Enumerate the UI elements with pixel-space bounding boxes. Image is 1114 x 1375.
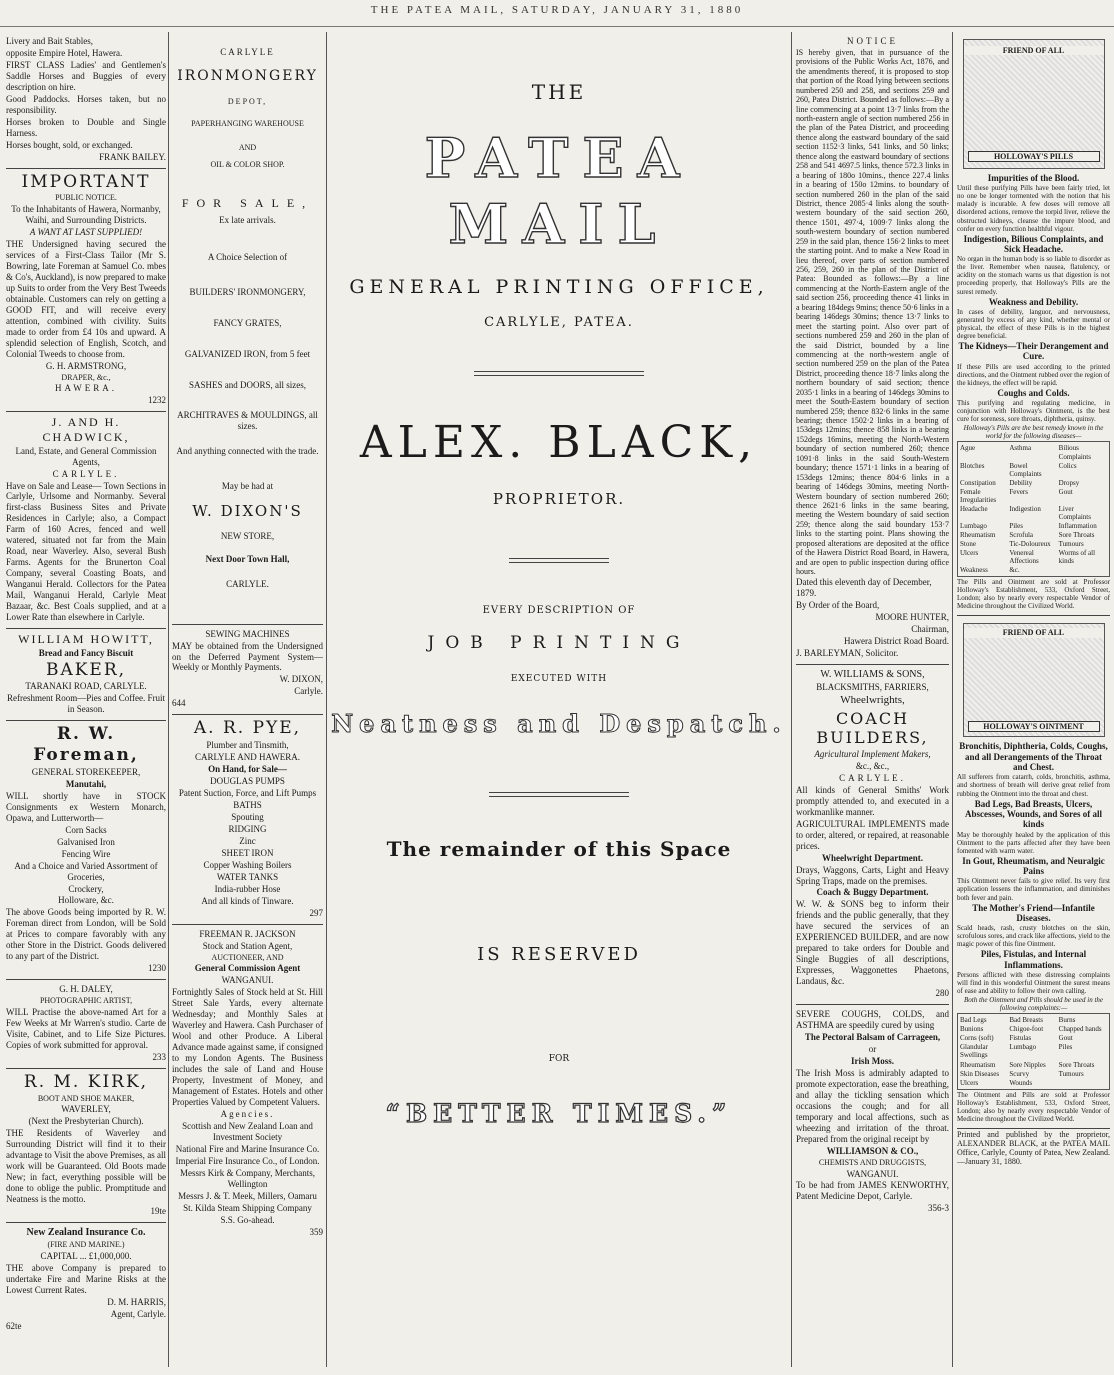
insurance-number: 62te — [6, 1320, 22, 1331]
dixon-town: CARLYLE. — [226, 578, 269, 589]
dixon-anything: And anything connected with the trade. — [176, 446, 319, 457]
dixon-newstore: NEW STORE, — [220, 530, 275, 541]
foreman-number: 1230 — [148, 963, 166, 974]
kirk-title: R. M. KIRK, — [23, 1071, 149, 1092]
agency-item: National Fire and Marine Insurance Co. — [175, 1143, 320, 1154]
williams-agri: Agricultural Implement Makers, — [814, 748, 931, 759]
williamson-name: WILLIAMSON & CO., — [826, 1145, 919, 1156]
column-rule — [791, 32, 792, 1367]
pye-item: RIDGING — [228, 823, 267, 834]
tailor-body: THE Undersigned having secured the services of a First-Class Tailor (Mr S. Bowring, late Foreman at Samuel Co. mbes & Co's, Auckland), is now prepared to make up Suits to order from the Very Best Tweeds obtainable. Customers can rely on getting a GOOD FIT, and will receive every attention, combined with civility. Suits made to order from £4 10s and upward. A splendid selection of English, Scotch, and Colonial Tweeds to choose from. — [6, 239, 166, 359]
printing-proprietor: PROPRIETOR. — [492, 489, 626, 508]
pye-item: BATHS — [233, 799, 262, 810]
disease-cell: Fevers — [1009, 487, 1028, 496]
printing-place: CARLYLE, PATEA. — [484, 315, 634, 331]
insurance-title: New Zealand Insurance Co. — [26, 1226, 146, 1238]
daley-ad — [6, 980, 166, 1069]
complaint-cell: Chapped hands — [1058, 1025, 1102, 1034]
notice-chair: MOORE HUNTER, — [875, 612, 949, 623]
stables-line: Good Paddocks. Horses taken, but no responsibility. — [6, 93, 166, 115]
dixon-paper: PAPERHANGING WAREHOUSE — [191, 118, 304, 128]
disease-cell: Piles — [1009, 521, 1023, 530]
printing-better-times: “BETTER TIMES.” — [385, 1098, 733, 1128]
foreman-item: Holloware, &c. — [58, 895, 114, 906]
disease-cell: Ulcers — [960, 549, 979, 558]
dixon-carlyle: CARLYLE — [220, 47, 275, 57]
agency-item: St. Kilda Steam Shipping Company — [183, 1202, 312, 1213]
moss-had: To be had from JAMES KENWORTHY, Patent Medicine Depot, Carlyle. — [796, 1180, 949, 1202]
chadwick-title: J. AND H. CHADWICK, — [42, 415, 130, 444]
road-notice — [796, 32, 949, 665]
complaint-cell: Bad Breasts — [1009, 1016, 1043, 1025]
pills-h2: Indigestion, Bilious Complaints, and Sick Headache. — [963, 233, 1104, 254]
complaint-cell: Bad Legs — [960, 1016, 987, 1025]
pye-item: SHEET IRON — [221, 847, 274, 858]
important-to: To the Inhabitants of Hawera, Normanby, Waihi, and Surrounding Districts. — [11, 204, 161, 226]
stables-line: opposite Empire Hotel, Hawera. — [6, 47, 123, 58]
williams-coach: COACH BUILDERS, — [816, 708, 929, 748]
complaint-cell: Glandular Swellings — [960, 1043, 988, 1060]
pye-item: WATER TANKS — [216, 871, 279, 882]
howitt-subtitle: Bread and Fancy Biscuit — [38, 647, 134, 658]
dixon-depot: DEPOT, — [227, 97, 268, 107]
pye-town: CARLYLE AND HAWERA. — [194, 752, 301, 763]
williams-number: 280 — [935, 988, 949, 999]
irish-moss-ad — [796, 1005, 949, 1219]
disease-cell: Tic-Doloureux — [1009, 540, 1051, 548]
kirk-number: 19te — [150, 1206, 166, 1217]
disease-cell: Asthma — [1009, 444, 1032, 453]
williams-body-1: All kinds of General Smiths' Work promptly attended to, and executed in a workmanlike manner. — [796, 784, 949, 817]
pye-item: Patent Suction, Force, and Lift Pumps — [178, 787, 317, 798]
printing-every: EVERY DESCRIPTION OF — [482, 605, 636, 617]
ointment-engraving — [963, 623, 1105, 737]
masthead: THE PATEA MAIL, SATURDAY, JANUARY 31, 1880 — [370, 4, 744, 16]
chadwick-subtitle: Land, Estate, and General Commission Agents, — [15, 445, 157, 467]
complaint-cell: Piles — [1058, 1043, 1073, 1052]
williams-title: W. WILLIAMS & SONS, — [820, 669, 925, 681]
pills-h1: Impurities of the Blood. — [987, 173, 1080, 183]
balsam-title: The Pectoral Balsam of Carrageen, — [804, 1032, 941, 1043]
armstrong-ad — [6, 169, 166, 413]
williamson-chemists: CHEMISTS AND DRUGGISTS, — [818, 1157, 927, 1167]
column-1 — [6, 32, 166, 1367]
disease-cell: Colics — [1058, 461, 1077, 470]
insurance-capital: CAPITAL ... £1,000,000. — [40, 1250, 132, 1261]
wheel-dept: Wheelwright Department. — [822, 852, 923, 863]
wheel-body: Drays, Waggons, Carts, Light and Heavy Spring Traps, made on the premises. — [796, 864, 949, 886]
complaint-cell: Lumbago — [1009, 1043, 1037, 1052]
jackson-title: FREEMAN R. JACKSON — [199, 928, 296, 939]
printing-for: FOR — [548, 1053, 570, 1064]
kirk-ad — [6, 1069, 166, 1223]
moss-title: Irish Moss. — [850, 1056, 894, 1067]
agency-item: Messrs Kirk & Company, Merchants, Wellington — [180, 1167, 315, 1189]
dixon-oil: OIL & COLOR SHOP. — [210, 160, 285, 170]
jackson-general: General Commission Agent — [194, 963, 301, 974]
complaint-cell: Gout — [1058, 1034, 1073, 1043]
ointment-h10: Piles, Fistulas, and Internal Inflammations. — [980, 949, 1087, 970]
agency-item: Imperial Fire Insurance Co., of London. — [175, 1155, 320, 1166]
daley-subtitle: PHOTOGRAPHIC ARTIST, — [39, 996, 133, 1006]
notice-solicitor: J. BARLEYMAN, Solicitor. — [796, 648, 899, 659]
stables-line: FIRST CLASS Ladies' and Gentlemen's Saddle Horses and Buggies of every description on hire. — [6, 59, 166, 92]
moss-number: 356-3 — [928, 1203, 949, 1214]
sewing-ad — [172, 625, 323, 716]
pills-table-head: Holloway's Pills are the best remedy known in the world for the following diseases— — [963, 424, 1104, 441]
disease-cell: &c. — [1009, 566, 1020, 575]
foreman-item: Fencing Wire — [61, 848, 111, 859]
chadwick-ad — [6, 412, 166, 629]
pye-ad — [172, 715, 323, 924]
printing-neatness: Neatness and Despatch. — [331, 709, 787, 739]
dixon-galv: GALVANIZED IRON, from 5 feet — [184, 348, 311, 359]
foreman-subtitle: GENERAL STOREKEEPER, — [31, 766, 141, 777]
disease-cell: Gout — [1058, 487, 1073, 496]
dixon-choice: A Choice Selection of — [207, 251, 288, 262]
ointment-p8: This Ointment never fails to give relief. Its very first application lessens the inflammation, and diminishes both fever and pain. — [957, 877, 1110, 902]
dixon-forsale: FOR SALE, — [181, 196, 314, 211]
disease-cell: Ague — [960, 444, 976, 453]
disease-cell: Inflammation — [1058, 521, 1097, 530]
complaint-cell: Bunions — [960, 1025, 984, 1034]
ointment-foot: The Ointment and Pills are sold at Professor Holloway's Establishment, 533, Oxford Street, London; also by nearly every respectable Vendor of Medicine throughout the Civilized World. — [957, 1090, 1110, 1123]
sewing-body: MAY be obtained from the Undersigned on the Deferred Payment System—Weekly or Monthly Payments. — [172, 640, 323, 673]
printing-alex-black: ALEX. BLACK, — [359, 417, 759, 469]
printing-executed: EXECUTED WITH — [510, 674, 608, 685]
williams-subtitle: BLACKSMITHS, FARRIERS, — [816, 682, 929, 693]
balsam-or: or — [868, 1044, 877, 1055]
tailor-signature: G. H. ARMSTRONG, — [45, 360, 127, 371]
sewing-number: 644 — [172, 698, 186, 709]
imprint: Printed and published by the proprietor, ALEXANDER BLACK, at the PATEA MAIL Office, Carlyle, County of Patea, New Zealand.—January 31, 1880. — [957, 1129, 1110, 1167]
jackson-subtitle: Stock and Station Agent, — [202, 940, 293, 951]
ointment-p6: All sufferers from catarrh, colds, bronchitis, asthma, and shortness of breath will derive great relief from rubbing the Ointment into the throat and chest. — [957, 773, 1110, 798]
complaint-cell: Tumours — [1058, 1069, 1084, 1078]
column-5-holloway — [957, 32, 1110, 1367]
stables-line: Horses bought, sold, or exchanged. — [6, 139, 133, 150]
complaint-cell: Chigoe-foot — [1009, 1025, 1044, 1034]
sewing-signature: W. DIXON, — [279, 674, 323, 685]
pills-h3: Weakness and Debility. — [988, 296, 1079, 307]
agency-item: S.S. Go-ahead. — [220, 1214, 275, 1225]
ornament-rule — [489, 792, 629, 797]
pills-h5: Coughs and Colds. — [997, 387, 1070, 398]
howitt-baker: BAKER, — [45, 659, 127, 680]
pills-h4: The Kidneys—Their Derangement and Cure. — [958, 341, 1109, 362]
pye-item: DOUGLAS PUMPS — [210, 775, 285, 786]
column-4 — [796, 32, 949, 1367]
disease-cell: Tumours — [1058, 540, 1084, 548]
disease-cell: Headache — [960, 504, 988, 513]
dixon-ex: Ex late arrivals. — [219, 214, 276, 225]
coughs-body: SEVERE COUGHS, COLDS, and ASTHMA are speedily cured by using — [796, 1009, 949, 1031]
column-rule — [952, 32, 953, 1367]
printing-patea-mail: PATEA MAIL — [424, 126, 694, 257]
howitt-body: Refreshment Room—Pies and Coffee. Fruit in Season. — [6, 693, 166, 715]
disease-cell: Debility — [1009, 478, 1033, 487]
important-subtitle: PUBLIC NOTICE. — [55, 193, 117, 203]
printing-the: THE — [531, 80, 587, 104]
insurance-body: THE above Company is prepared to undertake Fire and Marine Risks at the Lowest Current Rates. — [6, 1262, 166, 1295]
agency-item: Messrs J. & T. Meek, Millers, Oamaru — [178, 1190, 317, 1201]
pills-p5: This purifying and regulating medicine, in conjunction with Holloway's Ointment, is the best cure for soreness, sore throats, diphtheria, quinsy. — [957, 399, 1110, 424]
insurance-signature: D. M. HARRIS, — [107, 1296, 166, 1307]
disease-cell: Bilious Complaints — [1058, 444, 1091, 461]
disease-cell: Weakness — [960, 566, 988, 575]
holloway-ointment-ad — [957, 616, 1110, 1128]
complaint-cell: Wounds — [1009, 1078, 1033, 1087]
jackson-number: 359 — [309, 1226, 323, 1237]
complaint-cell: Corns (soft) — [960, 1034, 994, 1043]
complaint-cell: Rheumatism — [960, 1060, 996, 1069]
notice-chair-title: Chairman, — [911, 624, 949, 635]
williams-wheel: Wheelwrights, — [840, 694, 905, 707]
foreman-town: Manutahi, — [65, 778, 107, 789]
ointment-p10: Persons afflicted with these distressing complaints will find in this wonderful Ointment the surest means of ease and ability to follow their own calling. — [957, 971, 1110, 996]
williams-ad — [796, 665, 949, 1005]
jackson-auctioneer: AUCTIONEER, AND — [211, 952, 284, 962]
top-rule — [0, 26, 1114, 27]
disease-cell: Blotches — [960, 461, 985, 470]
pills-p1: Until these purifying Pills have been fairly tried, let no one be longer tormented with the notion that his malady is incurable. A few doses will remove all disordered actions, remove the torpid liver, relieve the obstructed kidneys, cleanse the impure blood, and confer on every function healthful vigour. — [957, 184, 1110, 233]
complaint-cell: Skin Diseases — [960, 1069, 1000, 1078]
printing-remainder: The remainder of this Space — [386, 837, 732, 862]
daley-body: WILL Practise the above-named Art for a Few Weeks at Mr Warren's studio. Carte de Visite, Cabinet, and to Life Size Pictures. Copies of work submitted for approval. — [6, 1006, 166, 1050]
printing-job: JOB PRINTING — [427, 633, 691, 654]
holloway-pills-ad — [957, 32, 1110, 616]
pills-foot: The Pills and Ointment are sold at Professor Holloway's Establishment, 533, Oxford Street, London; also by nearly every respectable Vendor of Medicine throughout the Civilized World. — [957, 578, 1110, 611]
notice-order: By Order of the Board, — [796, 600, 880, 611]
williams-etc: &c., &c., — [855, 760, 890, 771]
complaint-cell: Scurvy — [1009, 1069, 1030, 1078]
column-rule — [326, 32, 327, 1367]
disease-cell: Liver Complaints — [1058, 504, 1091, 521]
stables-line: Livery and Bait Stables, — [6, 36, 93, 46]
dixon-sashes: SASHES and DOORS, all sizes, — [188, 379, 306, 390]
foreman-item: And a Choice and Varied Assortment of Groceries, — [14, 860, 158, 882]
pye-item: Spouting — [231, 811, 264, 822]
notice-body: IS hereby given, that in pursuance of the provisions of the Public Works Act, 1876, and the amendments thereof, it is proposed to stop that portion of the Road lying between sections numbered 250 and 258, and sections 259 and 260, Patea District. Bounded as follows:—By a line commencing at a point 13·7 links from the north-eastern angle of section numbered 256 in the plan of the Patea District, and proceeding thence along the eastward boundary of the said section 1152·3 links, 541 links, and 50 links; thence along the eastward boundary of sections 258 and 541 4697.5 links, thence 572.3 links in a bearing of 180o 10mins., thence 227.4 links in a bearing of 150o 12mins. to boundary of section numbered 260 in the plan of the said District, thence 2085·4 links along the south-western boundary of the said section 260, thence 1501, 497·4, 1009·7 links along the south-western boundary of section numbered 259 in the said plan, thence 156·2 links to meet the starting point. And to make a New Road in lieu thereof, over parts of section numbered 256, 259, 260 in the plan of the District of Patea: Bounded as follows:—By a line commencing at the North-Eastern angle of the said section 256, proceeding thence 41 links in a bearing 184degs 9mins; thence 50·6 links in a bearing 146degs 30mins; thence 13·7 links to meet the starting point. Also over part of sections numbered 259 and 260 in the plan of the said District, bounded by a line commencing at the north-western angle of section numbered 259 on the plan of the Patea District, proceeding thence 18·7 links along the northern boundary of said section; thence 2035·1 links in a bearing of 146degs 30mins to meet the South-Eastern boundary of section numbered 259; thence 832·6 links in the same bearing; thence 1502·2 links in a bearing of 153degs 12mins; thence 858 links in a bearing 152degs 16mins, meeting the North-Western boundary of section numbered 260; thence 1091·8 links in the said South-Western boundary; thence 1571·1 links in a bearing of 153degs 12mins; thence 804·6 links in a bearing of 146degs 30mins, meeting North-Western boundary of section numbered 260; thence 2621·6 links in the same bearing, meeting the Western boundary of said section 259; thence along the said boundary 153·7 links to the starting point. Plans showing the proposed alterations are deposited at the office of the Hawera District Road Board, in Hawera, and are open to public inspection during office hours. — [796, 47, 949, 577]
ointment-complaint-table — [957, 1013, 1110, 1089]
stables-signature: FRANK BAILEY. — [99, 151, 166, 162]
insurance-ad — [6, 1223, 166, 1337]
stables-ad — [6, 32, 166, 169]
howitt-ad — [6, 629, 166, 721]
pills-name: HOLLOWAY'S PILLS — [968, 151, 1100, 162]
pye-item: India-rubber Hose — [214, 883, 281, 894]
dixon-ad — [172, 32, 323, 625]
important-title: IMPORTANT — [21, 171, 151, 192]
pye-item: Zinc — [239, 835, 256, 846]
pye-item: And all kinds of Tinware. — [201, 895, 294, 906]
disease-cell: Sore Throats — [1058, 530, 1095, 539]
dixon-arch: ARCHITRAVES & MOULDINGS, all sizes. — [177, 410, 318, 432]
disease-cell: Lumbago — [960, 521, 987, 530]
pye-number: 297 — [309, 907, 323, 918]
dixon-ironmongery: IRONMONGERY — [177, 67, 318, 84]
dixon-grates: FANCY GRATES, — [213, 317, 282, 328]
foreman-intro: WILL shortly have in STOCK Consignments ex Western Monarch, Opawa, and Lutterworth— — [6, 790, 166, 823]
chadwick-town: CARLYLE. — [52, 468, 120, 479]
foreman-body: The above Goods being imported by R. W. Foreman direct from London, will be Sold at Prices to compare favorably with any other Store in the District. Goods delivered to any part of the District. — [6, 907, 166, 962]
insurance-subtitle: (FIRE AND MARINE.) — [47, 1240, 125, 1250]
howitt-address: TARANAKI ROAD, CARLYLE. — [25, 681, 147, 692]
pills-banner: FRIEND OF ALL — [964, 46, 1104, 55]
ointment-h6: Bronchitis, Diphtheria, Colds, Coughs, and all Derangements of the Throat and Chest. — [959, 741, 1108, 773]
dixon-builders: BUILDERS' IRONMONGERY, — [189, 286, 306, 297]
daley-number: 233 — [152, 1051, 166, 1062]
coach-dept: Coach & Buggy Department. — [816, 887, 929, 898]
jackson-agencies: Agencies. — [220, 1108, 275, 1119]
ointment-p9: Scald heads, rash, crusty blotches on the skin, scrofulous sores, and crack like affections, yield to the magic power of this fine Ointment. — [957, 924, 1110, 949]
ointment-h7: Bad Legs, Bad Breasts, Ulcers, Abscesses, Wounds, and Sores of all kinds — [965, 798, 1102, 830]
disease-cell: Constipation — [960, 478, 996, 487]
printing-reserved: IS RESERVED — [477, 943, 641, 965]
ointment-p7: May be thoroughly healed by the application of this Ointment to the parts affected after they have been fomented with warm water. — [957, 830, 1110, 855]
want-line: A WANT AT LAST SUPPLIED! — [29, 227, 143, 238]
dixon-may: May be had at — [221, 481, 274, 492]
dixon-next: Next Door Town Hall, — [205, 553, 290, 564]
disease-cell: Scrofula — [1009, 530, 1034, 539]
notice-board: Hawera District Road Board. — [844, 636, 949, 647]
ornament-rule — [474, 371, 644, 376]
ointment-name: HOLLOWAY'S OINTMENT — [968, 721, 1100, 732]
pills-p4: If these Pills are used according to the printed directions, and the Ointment rubbed over the region of the kidneys, the effect will be rapid. — [957, 362, 1110, 387]
ointment-table-head: Both the Ointment and Pills should be used in the following complaints:— — [963, 996, 1103, 1013]
jackson-ad — [172, 925, 323, 1243]
disease-cell: Stone — [960, 540, 976, 548]
complaint-cell: Fistulas — [1009, 1034, 1032, 1043]
disease-cell: Venereal Affections — [1009, 549, 1039, 566]
column-2 — [172, 32, 323, 1367]
jackson-town: WANGANUI. — [221, 975, 274, 986]
pills-disease-table — [957, 441, 1110, 577]
kirk-town: WAVERLEY, — [61, 1104, 111, 1115]
kirk-body: THE Residents of Waverley and Surrounding District will find it to their advantage to Visit the above Premises, as all work will be Guaranteed. Old Boots made New; in fact, everything possible will be done to oblige the public. Promptitude and Neatness is the motto. — [6, 1128, 166, 1205]
tailor-town: HAWERA. — [54, 383, 118, 394]
foreman-item: Corn Sacks — [65, 824, 107, 835]
pye-title: A. R. PYE, — [193, 718, 302, 739]
disease-cell: Female Irregularities — [960, 487, 997, 504]
notice-date: Dated this eleventh day of December, 1879. — [796, 577, 932, 599]
jackson-body: Fortnightly Sales of Stock held at St. Hill Street Sale Yards, every alternate Wednesday; and Monthly Sales at Waverley and Hawera. Cash Purchaser of Wool and other Produce. A Liberal Advance made against same, if consigned to my London Agents. The Business includes the sale of Land and House Property, Investment of Money, and Management of Estates. Hotels and other Properties Valued by Competent Valuers. — [172, 987, 323, 1107]
dixon-name: W. DIXON'S — [192, 502, 303, 521]
disease-cell: Bowel Complaints — [1009, 461, 1042, 478]
chadwick-body: Have on Sale and Lease— Town Sections in Carlyle, Urlsome and Normanby. Several first-class Business Sites and Private Residences in Carlyle; also, a Compact Farm of 160 Acres, fenced and well watered, situated not far from the Main Road, near Waverley. Also, several Bush Farms. Agents for the Brunerton Coal Company, several Coasting Boats, and Wanganui Herald. Collectors for the Patea Mail, Wanganui Herald, Carlyle Meat Bazaar, &c. Best Coals supplied, and at a Lower Rate than elsewhere in Carlyle. — [6, 480, 166, 623]
williams-town: CARLYLE. — [839, 772, 906, 783]
pye-subtitle: Plumber and Tinsmith, — [206, 740, 289, 751]
disease-cell: Rheumatism — [960, 530, 996, 539]
foreman-ad — [6, 721, 166, 980]
disease-cell: Indigestion — [1009, 504, 1041, 513]
daley-title: G. H. DALEY, — [59, 984, 113, 995]
complaint-cell: Sore Throats — [1058, 1060, 1095, 1069]
notice-title: NOTICE — [847, 36, 898, 46]
tailor-trade: DRAPER, &c., — [61, 372, 111, 382]
insurance-agent: Agent, Carlyle. — [110, 1308, 166, 1319]
sewing-title: SEWING MACHINES — [205, 628, 290, 639]
williamson-town: WANGANUI. — [846, 1168, 899, 1179]
pye-hand: On Hand, for Sale— — [208, 764, 287, 775]
column-rule — [168, 32, 169, 1367]
disease-cell: Worms of all kinds — [1058, 549, 1096, 566]
sewing-town: Carlyle. — [294, 686, 323, 697]
ointment-banner: FRIEND OF ALL — [964, 628, 1104, 637]
agency-item: Scottish and New Zealand Loan and Investment Society — [182, 1120, 313, 1142]
foreman-item: Galvanised Iron — [57, 836, 115, 847]
complaint-cell: Ulcers — [960, 1078, 979, 1087]
dixon-and: AND — [238, 142, 257, 152]
pills-engraving — [963, 39, 1105, 169]
williams-body-2: AGRICULTURAL IMPLEMENTS made to order, altered, or repaired, at reasonable prices. — [796, 818, 949, 851]
moss-body: The Irish Moss is admirably adapted to promote expectoration, ease the breathing, and allay the tickling sensation which occasions the cough; and for all temporary and local affections, such as wheezing and irritation of the throat. Prepared from the original receipt by — [796, 1068, 949, 1144]
ornament-rule — [509, 558, 609, 563]
printing-gpo: GENERAL PRINTING OFFICE, — [349, 276, 769, 299]
complaint-cell: Sore Nipples — [1009, 1060, 1046, 1069]
howitt-title: WILLIAM HOWITT, — [18, 632, 154, 647]
pye-item: Copper Washing Boilers — [203, 859, 292, 870]
kirk-subtitle: BOOT AND SHOE MAKER, — [37, 1093, 135, 1103]
disease-cell: Dropsy — [1058, 478, 1080, 487]
ointment-h8: In Gout, Rheumatism, and Neuralgic Pains — [962, 855, 1105, 877]
coach-body: W. W. & SONS beg to inform their friends and the public generally, that they have secured the services of an EXPERIENCED BUILDER, and are now prepared to take orders for Double and Single Buggies of all descriptions, Expresses, Waggonettes Phaetons, Landaus, &c. — [796, 899, 949, 987]
column-3-printing-office — [330, 32, 788, 1367]
pills-p3: In cases of debility, languor, and nervousness, generated by excess of any kind, whether mental or physical, the effect of these Pills is in the highest degree beneficial. — [957, 307, 1110, 341]
tailor-number: 1232 — [148, 395, 166, 406]
ointment-h9: The Mother's Friend—Infantile Diseases. — [972, 902, 1095, 923]
kirk-note: (Next the Presbyterian Church). — [28, 1116, 144, 1127]
foreman-title: R. W. Foreman, — [33, 724, 139, 766]
foreman-item: Crockery, — [68, 883, 104, 894]
stables-line: Horses broken to Double and Single Harness. — [6, 116, 166, 138]
complaint-cell: Burns — [1058, 1016, 1076, 1025]
pills-p2: No organ in the human body is so liable to disorder as the liver. Remember when nausea, flatulency, or acidity on the stomach warns us that digestion is not proceeding properly, that Holloway's Pills are the surest remedy. — [957, 255, 1110, 296]
